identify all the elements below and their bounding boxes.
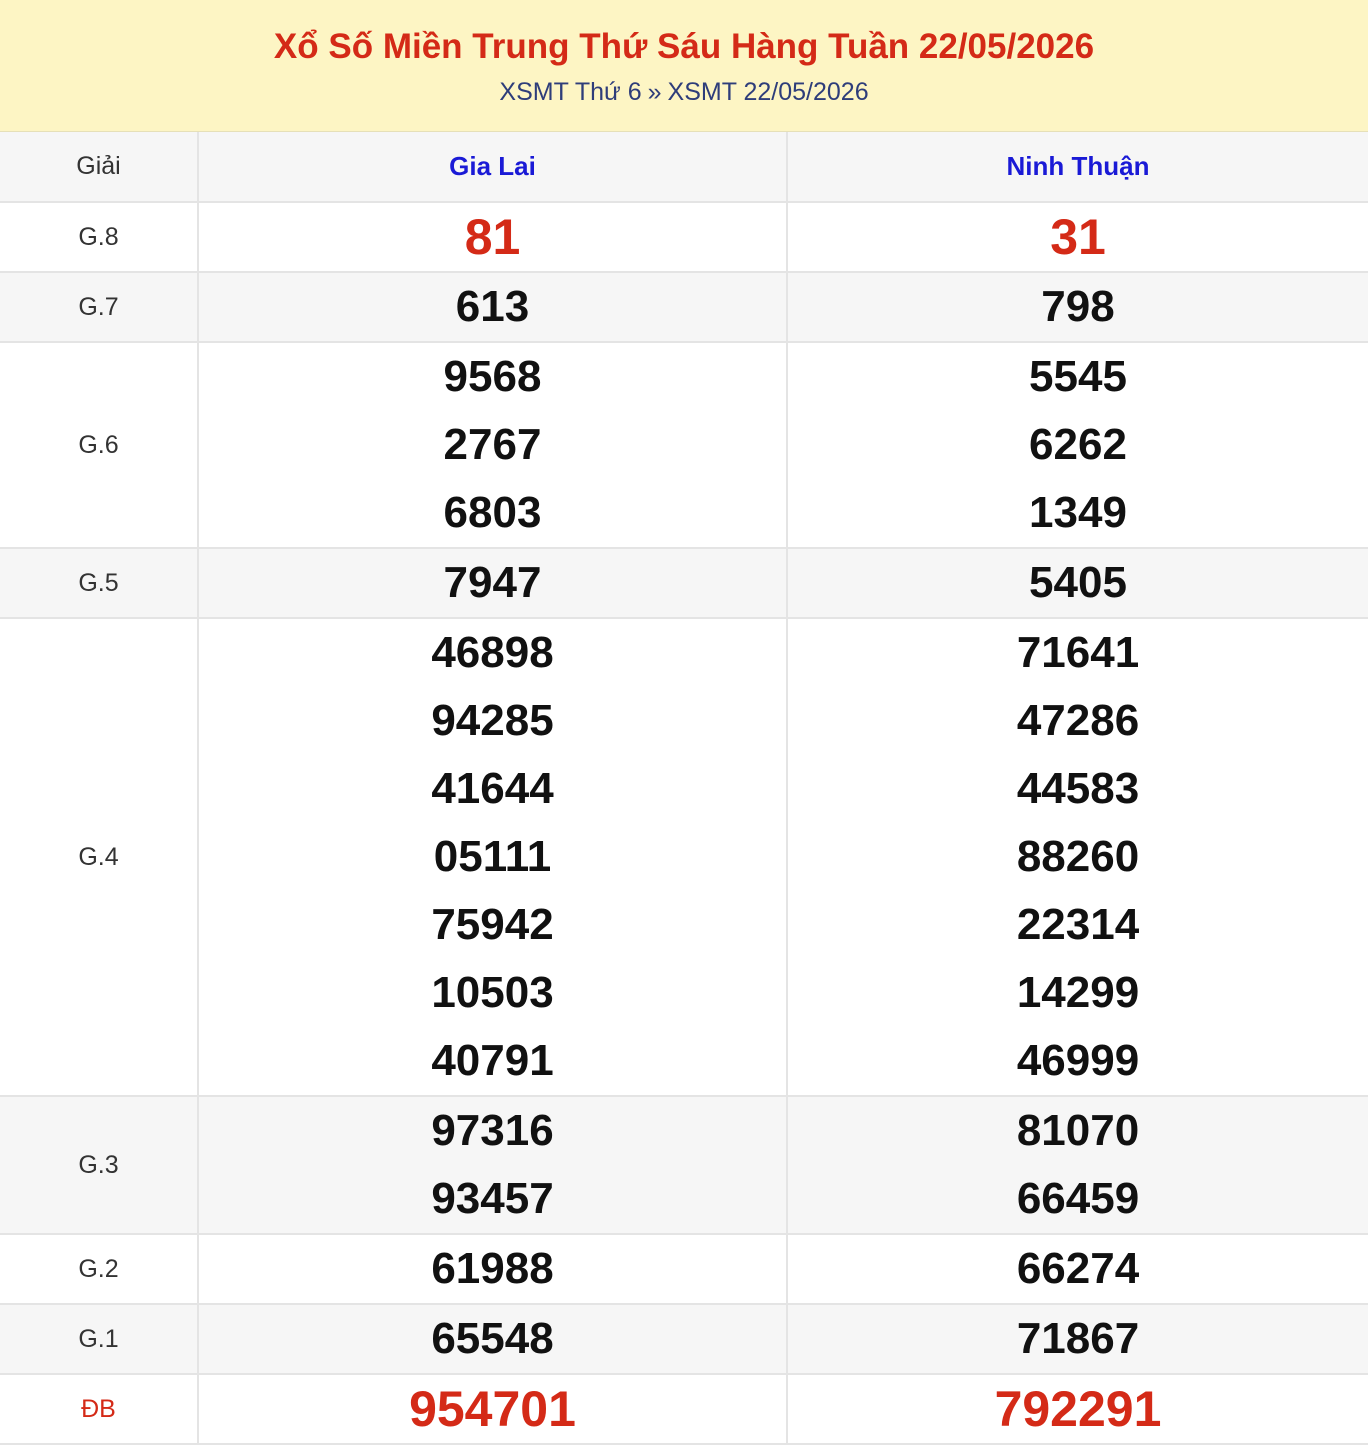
- table-row: [0, 272, 1368, 342]
- prize-column-header: [0, 132, 198, 202]
- result-cell-ninh-thuan: [787, 1234, 1368, 1304]
- table-row: [0, 202, 1368, 272]
- result-number: 75942: [431, 900, 554, 949]
- result-cell-gia-lai: [198, 1096, 787, 1234]
- table-row: [0, 548, 1368, 618]
- result-number: 40791: [431, 1036, 554, 1085]
- result-number: 66274: [1016, 1244, 1140, 1293]
- result-number: 93457: [431, 1174, 554, 1223]
- result-number: 954701: [409, 1381, 576, 1437]
- result-cell-ninh-thuan: [787, 342, 1368, 548]
- results-header: [0, 0, 1368, 132]
- result-number: 10503: [431, 968, 554, 1017]
- result-number: 792291: [994, 1381, 1162, 1437]
- table-row: [0, 342, 1368, 548]
- province-name[interactable]: Ninh Thuận: [1006, 151, 1150, 181]
- prize-cell: [0, 1374, 198, 1444]
- result-number: 5545: [1029, 352, 1127, 401]
- province-header-ninh-thuan: [787, 132, 1368, 202]
- result-number: 97316: [431, 1106, 554, 1155]
- result-cell-gia-lai: [198, 1374, 787, 1444]
- result-number: 7947: [443, 558, 542, 607]
- table-row: [0, 1304, 1368, 1374]
- table-row: [0, 618, 1368, 1096]
- result-number: 798: [1041, 282, 1115, 331]
- result-number: 47286: [1016, 696, 1140, 745]
- province-name[interactable]: Gia Lai: [449, 151, 536, 181]
- prize-cell: [0, 272, 198, 342]
- page-title: Xổ Số Miền Trung Thứ Sáu Hàng Tuần 22/05/2026: [273, 27, 1095, 66]
- prize-cell: [0, 618, 198, 1096]
- result-number: 6803: [443, 488, 542, 537]
- result-number: 71867: [1016, 1314, 1140, 1363]
- result-number: 71641: [1016, 628, 1140, 677]
- result-cell-gia-lai: [198, 202, 787, 272]
- result-number: 81070: [1016, 1106, 1140, 1155]
- result-number: 65548: [431, 1314, 554, 1363]
- result-number: 61988: [431, 1244, 554, 1293]
- prize-cell: [0, 1304, 198, 1374]
- result-cell-ninh-thuan: [787, 1374, 1368, 1444]
- result-number: 05111: [433, 832, 552, 881]
- result-cell-ninh-thuan: [787, 1096, 1368, 1234]
- breadcrumb-link-xsmt-date[interactable]: XSMT 22/05/2026: [667, 78, 869, 106]
- result-number: 9568: [443, 352, 542, 401]
- prize-label: G.2: [78, 1254, 119, 1283]
- result-cell-gia-lai: [198, 342, 787, 548]
- result-number: 613: [455, 282, 530, 331]
- table-header-row: [0, 132, 1368, 202]
- prize-label: ĐB: [81, 1394, 116, 1423]
- result-number: 41644: [431, 764, 554, 813]
- result-number: 2767: [443, 420, 542, 469]
- prize-label: G.3: [78, 1150, 119, 1179]
- result-cell-ninh-thuan: [787, 618, 1368, 1096]
- result-number: 94285: [431, 696, 554, 745]
- table-row: [0, 1374, 1368, 1444]
- result-number: 88260: [1016, 832, 1140, 881]
- prize-label: G.4: [78, 842, 119, 871]
- table-row: [0, 1234, 1368, 1304]
- result-cell-ninh-thuan: [787, 1304, 1368, 1374]
- province-header-gia-lai: [198, 132, 787, 202]
- result-cell-ninh-thuan: [787, 548, 1368, 618]
- results-table: [0, 132, 1368, 1445]
- prize-column-label: Giải: [76, 152, 121, 180]
- result-number: 46999: [1016, 1036, 1140, 1085]
- result-number: 66459: [1016, 1174, 1140, 1223]
- result-cell-gia-lai: [198, 1304, 787, 1374]
- result-cell-ninh-thuan: [787, 272, 1368, 342]
- result-cell-gia-lai: [198, 1234, 787, 1304]
- prize-label: G.1: [78, 1324, 119, 1353]
- prize-cell: [0, 342, 198, 548]
- breadcrumb-separator: »: [647, 78, 662, 106]
- result-number: 5405: [1029, 558, 1127, 607]
- result-number: 1349: [1029, 488, 1127, 537]
- prize-label: G.6: [78, 430, 119, 459]
- breadcrumb: [0, 77, 1368, 107]
- prize-cell: [0, 548, 198, 618]
- prize-cell: [0, 1096, 198, 1234]
- prize-cell: [0, 202, 198, 272]
- result-number: 14299: [1016, 968, 1140, 1017]
- result-cell-ninh-thuan: [787, 202, 1368, 272]
- prize-label: G.7: [78, 292, 119, 321]
- result-cell-gia-lai: [198, 618, 787, 1096]
- result-cell-gia-lai: [198, 272, 787, 342]
- result-number: 46898: [431, 628, 554, 677]
- prize-label: G.8: [78, 222, 119, 251]
- result-number: 31: [1050, 209, 1106, 265]
- result-number: 6262: [1029, 420, 1127, 469]
- prize-cell: [0, 1234, 198, 1304]
- breadcrumb-link-xsmt-thu-6[interactable]: XSMT Thứ 6: [499, 78, 642, 106]
- result-number: 44583: [1016, 764, 1140, 813]
- table-row: [0, 1096, 1368, 1234]
- result-number: 81: [464, 209, 521, 265]
- result-number: 22314: [1016, 900, 1140, 949]
- result-cell-gia-lai: [198, 548, 787, 618]
- prize-label: G.5: [78, 568, 119, 597]
